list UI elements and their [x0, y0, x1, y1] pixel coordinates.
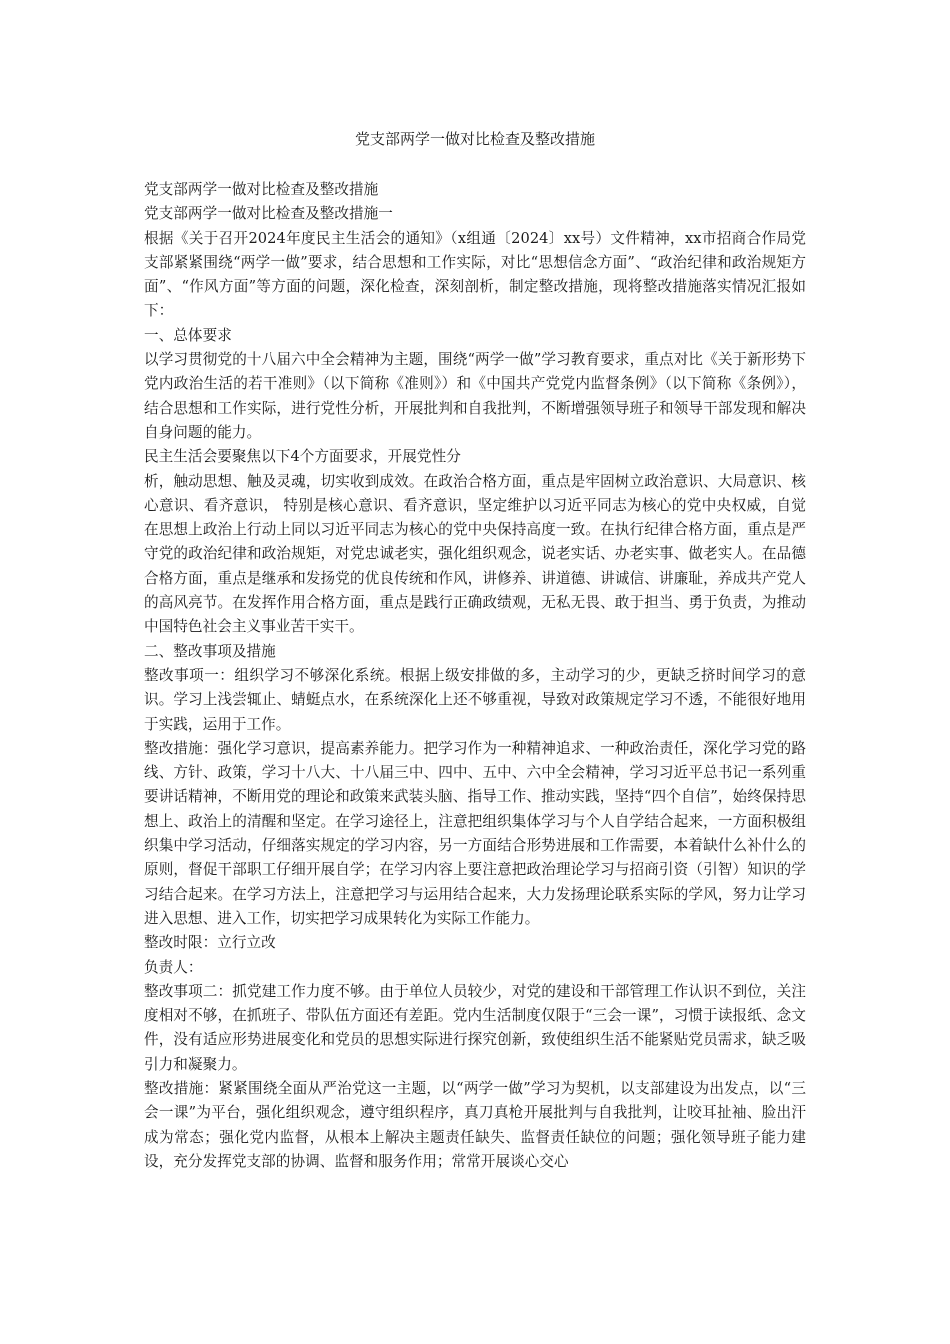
paragraph-four-requirements: 民主生活会要聚焦以下4个方面要求，开展党性分	[144, 448, 461, 466]
paragraph-measures-one: 整改措施：强化学习意识，提高素养能力。把学习作为一种精神追求、一种政治责任，深化学习党的路线、方针、政策，学习十八大、十八届三中、四中、五中、六中全会精神，学习习近平总书记一系列重要讲话精神，不断用党的理论和政策来武装头脑、指导工作、推动实践，坚持“四个自信”，始终保持思想上、政治上的清醒和坚定。在学习途径上，注意把组织集体学习与个人自学结合起来，一方面积极组织集中学习活动，仔细落实规定的学习内容，另一方面结合形势进展和工作需要，本着缺什么补什么的原则，督促干部职工仔细开展自学；在学习内容上要注意把政治理论学习与招商引资（引智）知识的学习结合起来。在学习方法上，注意把学习与运用结合起来，大力发扬理论联系实际的学风，努力让学习进入思想、进入工作，切实把学习成果转化为实际工作能力。	[144, 739, 806, 927]
paragraph-requirements-detail: 析，触动思想、触及灵魂，切实收到成效。在政治合格方面，重点是牢固树立政治意识、大局意识、核心意识、看齐意识， 特别是核心意识、看齐意识，坚定维护以习近平同志为核心的党中央权威，自觉在思想上政治上行动上同以习近平同志为核心的党中央保持高度一致。在执行纪律合格方面，重点是严守党的政治纪律和政治规矩，对党忠诚老实，强化组织观念，说老实话、办老实事、做老实人。在品德合格方面，重点是继承和发扬党的优良传统和作风，讲修养、讲道德、讲诚信、讲廉耻，养成共产党人的高风亮节。在发挥作用合格方面，重点是践行正确政绩观，无私无畏、敢于担当、勇于负责，为推动中国特色社会主义事业苦干实干。	[144, 472, 806, 636]
paragraph-heading-repeat: 党支部两学一做对比检查及整改措施	[144, 181, 379, 198]
paragraph-responsible-person: 负责人：	[144, 958, 203, 976]
document-title: 党支部两学一做对比检查及整改措施	[354, 130, 595, 148]
paragraph-subheading: 党支部两学一做对比检查及整改措施一	[144, 205, 393, 223]
paragraph-measures-two: 整改措施：紧紧围绕全面从严治党这一主题，以“两学一做”学习为契机，以支部建设为出发点，以“三会一课”为平台，强化组织观念，遵守组织程序，真刀真枪开展批判与自我批判，让咬耳扯袖、脸出汗成为常态；强化党内监督，从根本上解决主题责任缺失、监督责任缺位的问题；强化领导班子能力建设，充分发挥党支部的协调、监督和服务作用；常常开展谈心交心	[144, 1079, 806, 1170]
paragraph-issue-one: 整改事项一：组织学习不够深化系统。根据上级安排做的多，主动学习的少，更缺乏挤时间学习的意识。学习上浅尝辄止、蜻蜓点水，在系统深化上还不够重视，导致对政策规定学习不透，不能很好地用于实践，运用于工作。	[144, 666, 806, 733]
section-heading-rectification: 二、整改事项及措施	[144, 642, 276, 660]
paragraph-intro: 根据《关于召开2024年度民主生活会的通知》（x组通〔2024〕xx号）文件精神，xx市招商合作局党支部紧紧围绕“两学一做”要求，结合思想和工作实际，对比“思想信念方面”、“政治纪律和政治规矩方面”、“作风方面”等方面的问题，深化检查，深刻剖析，制定整改措施，现将整改措施落实情况汇报如下：	[144, 229, 806, 320]
paragraph-theme: 以学习贯彻党的十八届六中全会精神为主题，围绕“两学一做”学习教育要求，重点对比《关于新形势下党内政治生活的若干准则》（以下简称《准则》）和《中国共产党党内监督条例》（以下简称《条例》），结合思想和工作实际，进行党性分析，开展批判和自我批判，不断增强领导班子和领导干部发现和解决自身问题的能力。	[144, 351, 806, 441]
section-heading-general-requirements: 一、总体要求	[144, 326, 232, 344]
paragraph-issue-two: 整改事项二：抓党建工作力度不够。由于单位人员较少，对党的建设和干部管理工作认识不到位，关注度相对不够，在抓班子、带队伍方面还有差距。党内生活制度仅限于“三会一课”，习惯于读报纸、念文件，没有适应形势进展变化和党员的思想实际进行探究创新，致使组织生活不能紧贴党员需求，缺乏吸引力和凝聚力。	[144, 982, 806, 1073]
document-body	[144, 178, 806, 1174]
paragraph-deadline: 整改时限：立行立改	[144, 934, 276, 952]
